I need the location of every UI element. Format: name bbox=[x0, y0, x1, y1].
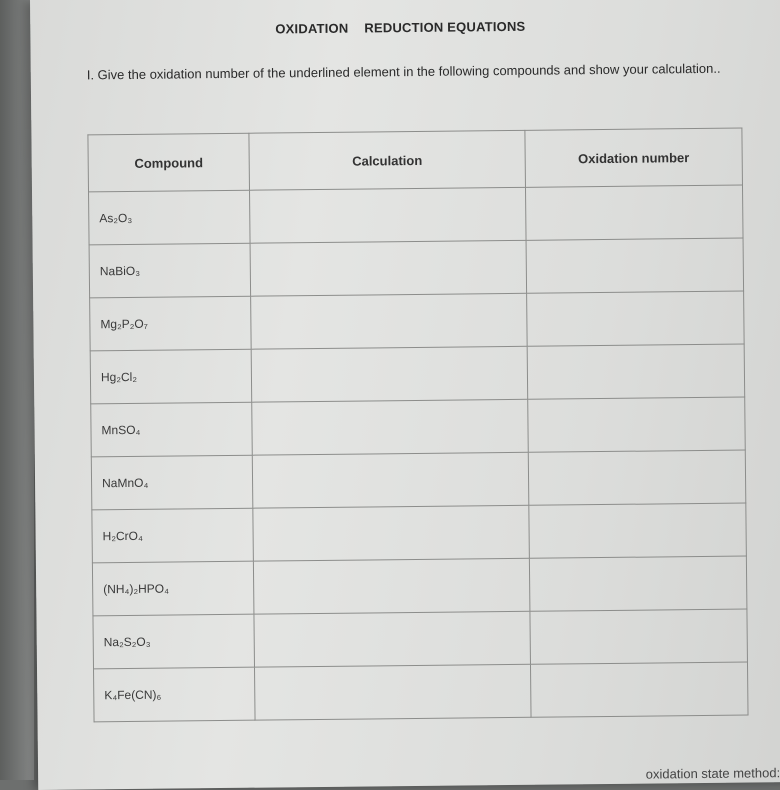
table-row bbox=[90, 344, 745, 404]
oxidation-number-cell[interactable] bbox=[525, 185, 743, 240]
bottom-note-text: oxidation state method: bbox=[646, 765, 780, 781]
calculation-cell[interactable] bbox=[254, 611, 531, 667]
oxidation-number-cell[interactable] bbox=[530, 662, 748, 717]
oxidation-number-cell[interactable] bbox=[529, 556, 747, 611]
calculation-cell[interactable] bbox=[250, 240, 527, 296]
calculation-cell[interactable] bbox=[252, 399, 529, 455]
oxidation-number-table bbox=[87, 128, 748, 723]
table-row bbox=[91, 450, 746, 510]
compound-cell: Mg₂P₂O₇ bbox=[90, 296, 252, 351]
table-row bbox=[94, 662, 749, 722]
calculation-cell[interactable] bbox=[254, 664, 531, 720]
header-compound: Compound bbox=[88, 133, 250, 192]
calculation-cell[interactable] bbox=[251, 346, 528, 402]
table-header-row bbox=[88, 128, 743, 192]
calculation-cell[interactable] bbox=[253, 505, 530, 561]
oxidation-number-cell[interactable] bbox=[527, 344, 745, 399]
oxidation-number-cell[interactable] bbox=[528, 397, 746, 452]
table-row bbox=[93, 609, 748, 669]
table-row bbox=[92, 556, 747, 616]
calculation-cell[interactable] bbox=[253, 558, 530, 614]
page-title bbox=[275, 19, 525, 37]
title-reduction-equations: REDUCTION EQUATIONS bbox=[364, 19, 525, 36]
table-row bbox=[90, 291, 745, 351]
header-calculation: Calculation bbox=[249, 130, 526, 190]
compound-cell: H₂CrO₄ bbox=[92, 508, 254, 563]
book-spine-edge bbox=[0, 0, 34, 780]
table-row bbox=[89, 238, 744, 298]
compound-cell: Na₂S₂O₃ bbox=[93, 614, 255, 669]
compound-cell: Hg₂Cl₂ bbox=[90, 349, 252, 404]
compound-cell: NaBiO₃ bbox=[89, 243, 251, 298]
calculation-cell[interactable] bbox=[250, 187, 527, 243]
title-oxidation: OXIDATION bbox=[275, 21, 348, 37]
instruction-text: I. Give the oxidation number of the underlined element in the following compounds and show your calculation.. bbox=[87, 54, 747, 89]
oxidation-number-cell[interactable] bbox=[527, 291, 745, 346]
compound-cell: As₂O₃ bbox=[89, 190, 251, 245]
compound-cell: NaMnO₄ bbox=[91, 455, 253, 510]
oxidation-number-cell[interactable] bbox=[526, 238, 744, 293]
table-row bbox=[89, 185, 744, 245]
table-row bbox=[92, 503, 747, 563]
worksheet-page bbox=[30, 0, 780, 790]
oxidation-number-cell[interactable] bbox=[528, 450, 746, 505]
oxidation-number-cell[interactable] bbox=[529, 503, 747, 558]
compound-cell: (NH₄)₂HPO₄ bbox=[92, 561, 254, 616]
calculation-cell[interactable] bbox=[252, 452, 529, 508]
table-row bbox=[91, 397, 746, 457]
header-oxidation-number: Oxidation number bbox=[525, 128, 743, 187]
oxidation-number-cell[interactable] bbox=[530, 609, 748, 664]
compound-cell: MnSO₄ bbox=[91, 402, 253, 457]
compound-cell: K₄Fe(CN)₆ bbox=[94, 667, 256, 722]
calculation-cell[interactable] bbox=[251, 293, 528, 349]
